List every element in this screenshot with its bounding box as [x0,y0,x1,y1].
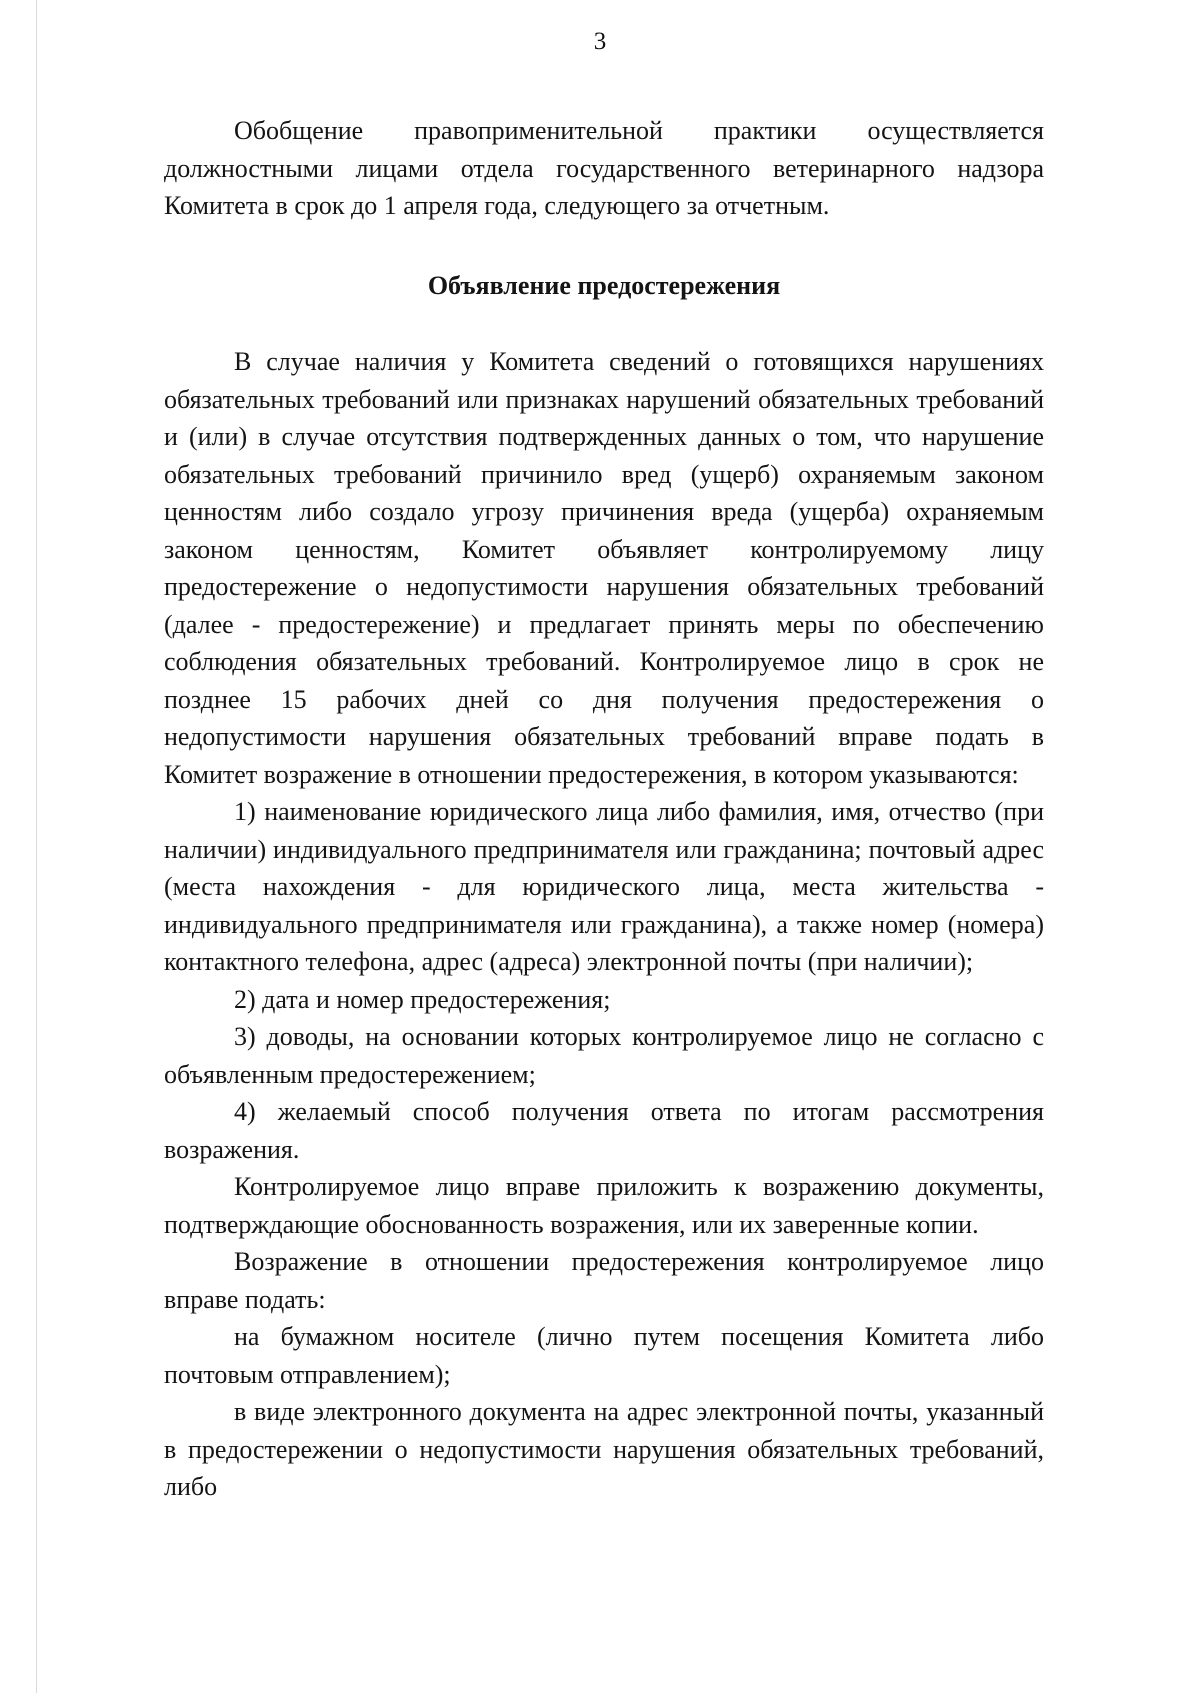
scan-edge-line [36,0,37,1693]
page-number: 3 [593,28,607,55]
paragraph-attachments: Контролируемое лицо вправе приложить к возражению документы, подтверждающие обоснованность возражения, или их заверенные копии. [164,1172,1044,1239]
list-item-4: 4) желаемый способ получения ответа по итогам рассмотрения возражения. [164,1097,1044,1164]
paragraph-warning-announcement: В случае наличия у Комитета сведений о готовящихся нарушениях обязательных требований или признаках нарушений обязательных требований и (или) в случае отсутствия подтвержденных данных о том, что нарушение обязательных требований причинило вред (ущерб) охраняемым законом ценностям либо создало угрозу причинения вреда (ущерба) охраняемым законом ценностям, Комитет объявляет контролируемому лицу предостережение о недопустимости нарушения обязательных требований (далее - предостережение) и предлагает принять меры по обеспечению соблюдения обязательных требований. Контролируемое лицо в срок не позднее 15 рабочих дней со дня получения предостережения о недопустимости нарушения обязательных требований вправе подать в Комитет возражение в отношении предостережения, в котором указываются: [164,347,1044,789]
list-item-3: 3) доводы, на основании которых контролируемое лицо не согласно с объявленным предостережением; [164,1022,1044,1089]
paragraph-generalization: Обобщение правоприменительной практики осуществляется должностными лицами отдела государственного ветеринарного надзора Комитета в срок до 1 апреля года, следующего за отчетным. [164,116,1044,220]
paragraph-electronic-submission: в виде электронного документа на адрес электронной почты, указанный в предостережении о недопустимости нарушения обязательных требований, либо [164,1397,1044,1501]
paragraph-submission: Возражение в отношении предостережения контролируемое лицо вправе подать: [164,1247,1044,1314]
paragraph-paper-submission: на бумажном носителе (лично путем посещения Комитета либо почтовым отправлением); [164,1322,1044,1389]
section-heading: Объявление предостережения [427,270,781,300]
list-item-2: 2) дата и номер предостережения; [234,984,611,1014]
list-item-1: 1) наименование юридического лица либо фамилия, имя, отчество (при наличии) индивидуального предпринимателя или гражданина; почтовый адрес (места нахождения - для юридического лица, места жительства - индивидуального предпринимателя или гражданина), а также номер (номера) контактного телефона, адрес (адреса) электронной почты (при наличии); [164,797,1044,976]
document-body [164,112,1044,1506]
